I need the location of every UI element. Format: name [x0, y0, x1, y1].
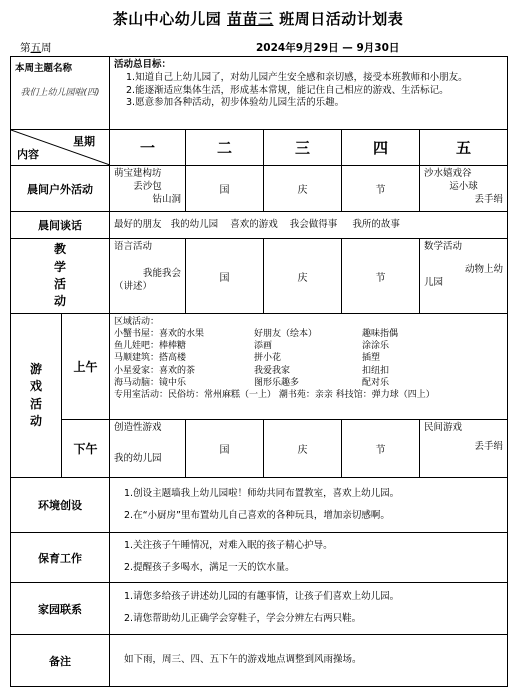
game-am-row: [11, 314, 508, 420]
talk-item: 最好的朋友: [114, 218, 162, 230]
outdoor-mon-1: 丢沙包: [133, 180, 162, 192]
game-pm-row: [11, 420, 508, 478]
theme-name-cell: [11, 57, 110, 130]
holiday-char: 国: [186, 420, 264, 478]
holiday-char: 庆: [264, 166, 342, 212]
title-class: 苗苗三: [226, 10, 274, 28]
area-row: 小蟹书屋：喜欢的水果 好朋友（绘本） 趣味指偶: [114, 329, 399, 340]
teaching-row: [11, 239, 508, 314]
outdoor-mon-title: 萌宝建构坊: [114, 168, 162, 179]
theme-name: 我们上幼儿园啦(四): [20, 88, 100, 98]
game-pm-mon: [110, 420, 186, 478]
theme-goals-cell: [110, 57, 508, 130]
talk-row: [11, 212, 508, 239]
env-item: 2.在“小厨房”里布置幼儿自己喜欢的各种玩具，增加亲切感啊。: [124, 509, 390, 521]
goal-item: 1.知道自己上幼儿园了，对幼儿园产生安全感和亲切感，接受本班教师和小朋友。: [126, 71, 468, 83]
env-label: 环境创设: [11, 478, 110, 533]
game-pm-label: 下午: [62, 420, 110, 478]
area-row: 小星爱家：喜欢的茶 我爱我家 扣纽扣: [114, 365, 390, 376]
talk-item: 我所的故事: [352, 218, 400, 230]
weekday-header-row: [11, 130, 508, 166]
diagonal-header-cell: [11, 130, 110, 166]
teaching-fri: [420, 239, 508, 314]
care-item: 2.提醒孩子多喝水，满足一天的饮水量。: [124, 562, 295, 573]
home-items: [110, 583, 508, 635]
holiday-char: 节: [342, 420, 420, 478]
title-school: 茶山中心幼儿园: [112, 10, 227, 28]
teaching-fri-title: 数学活动: [424, 241, 463, 252]
goals-title: 活动总目标：: [114, 59, 172, 70]
holiday-char: 庆: [264, 420, 342, 478]
day-tue: 二: [186, 130, 264, 166]
game-pm-fri: [420, 420, 508, 478]
care-item: 1.关注孩子午睡情况，对难入眠的孩子精心护导。: [124, 540, 333, 551]
holiday-char: 国: [186, 239, 264, 314]
area-row: 海马动脑：镜中乐 图形乐趣多 配对乐: [114, 377, 390, 388]
outdoor-row: [11, 166, 508, 212]
outdoor-mon-2: 钻山洞: [152, 193, 181, 205]
holiday-char: 国: [186, 166, 264, 212]
care-label: 保育工作: [11, 533, 110, 583]
day-thu: 四: [342, 130, 420, 166]
talk-items: [110, 212, 508, 239]
game-pm-fri-1: 丢手绢: [474, 440, 503, 452]
game-pm-mon-1: 我的幼儿园: [114, 452, 162, 464]
teaching-fri-1: 动物上幼: [464, 263, 503, 275]
day-wed: 三: [264, 130, 342, 166]
outdoor-mon: [110, 166, 186, 212]
talk-item: 我会做得事: [289, 218, 338, 230]
outdoor-fri-title: 沙水嬉戏谷: [424, 168, 472, 179]
holiday-char: 节: [342, 239, 420, 314]
teaching-mon-title: 语言活动: [114, 241, 153, 252]
plan-table: [10, 56, 508, 687]
content-label: 内容: [17, 148, 39, 161]
goal-item: 3.愿意参加各种活动，初步体验幼儿园生活的乐趣。: [126, 97, 345, 109]
game-am-label: 上午: [62, 314, 110, 420]
goal-item: 2.能逐渐适应集体生活，形成基本常规，能记住自己相应的游戏、生活标记。: [126, 84, 449, 96]
env-item: 1.创设主题墙我上幼儿园啦！师幼共同布置教室，喜欢上幼儿园。: [124, 487, 400, 499]
talk-item: 喜欢的游戏: [230, 218, 278, 230]
teaching-mon: [110, 239, 186, 314]
teaching-mon-2: （讲述）: [114, 280, 153, 292]
talk-label: 晨间谈话: [11, 212, 110, 239]
theme-row: [11, 57, 508, 130]
outdoor-fri-1: 运小球: [449, 180, 478, 192]
day-mon: 一: [110, 130, 186, 166]
game-pm-mon-title: 创造性游戏: [114, 422, 162, 433]
care-items: [110, 533, 508, 583]
home-item: 2.请您帮助幼儿正确学会穿鞋子，学会分辨左右两只鞋。: [124, 613, 362, 624]
home-row: [11, 583, 508, 635]
note-label: 备注: [11, 635, 110, 687]
day-fri: 五: [420, 130, 508, 166]
outdoor-fri: [420, 166, 508, 212]
home-item: 1.请您多给孩子讲述幼儿园的有趣事情，让孩子们喜欢上幼儿园。: [124, 591, 400, 602]
special-room-activities: 专用室活动：民俗坊：常州麻糕（一上） 潮书苑：亲亲 科技馆：弹力球（四上）: [114, 389, 435, 400]
outdoor-fri-2: 丢手绢: [474, 193, 503, 205]
teaching-mon-1: 我能我会: [142, 267, 181, 279]
title-suffix: 班周日活动计划表: [273, 10, 404, 28]
outdoor-label: 晨间户外活动: [11, 166, 110, 212]
note-row: [11, 635, 508, 687]
env-row: [11, 478, 508, 533]
date-range: 2024年9月29日 — 9月30日: [256, 42, 400, 54]
page-title: [0, 8, 516, 29]
game-label: 游 戏 活 动: [11, 314, 62, 478]
home-label: 家园联系: [11, 583, 110, 635]
care-row: [11, 533, 508, 583]
week-number: 第五周: [20, 42, 52, 54]
teaching-label: 教 学 活 动: [11, 239, 110, 314]
game-pm-fri-title: 民间游戏: [424, 422, 463, 433]
env-items: [110, 478, 508, 533]
area-row: 马顺建筑：搭高楼 拼小花 插塑: [114, 353, 381, 364]
holiday-char: 庆: [264, 239, 342, 314]
note-text-cell: [110, 635, 508, 687]
talk-item: 我的幼儿园: [170, 218, 219, 230]
area-row: 鱼儿娃吧：棒棒糖 添画 涂涂乐: [114, 341, 390, 352]
teaching-fri-2: 儿园: [424, 276, 444, 288]
area-title: 区域活动：: [114, 317, 160, 327]
day-label: 星期: [73, 135, 95, 148]
holiday-char: 节: [342, 166, 420, 212]
theme-label: 本周主题名称: [15, 63, 73, 74]
note-text: 如下雨，周三、四、五下午的游戏地点调整到风雨操场。: [124, 654, 362, 665]
area-activities: [110, 314, 508, 420]
